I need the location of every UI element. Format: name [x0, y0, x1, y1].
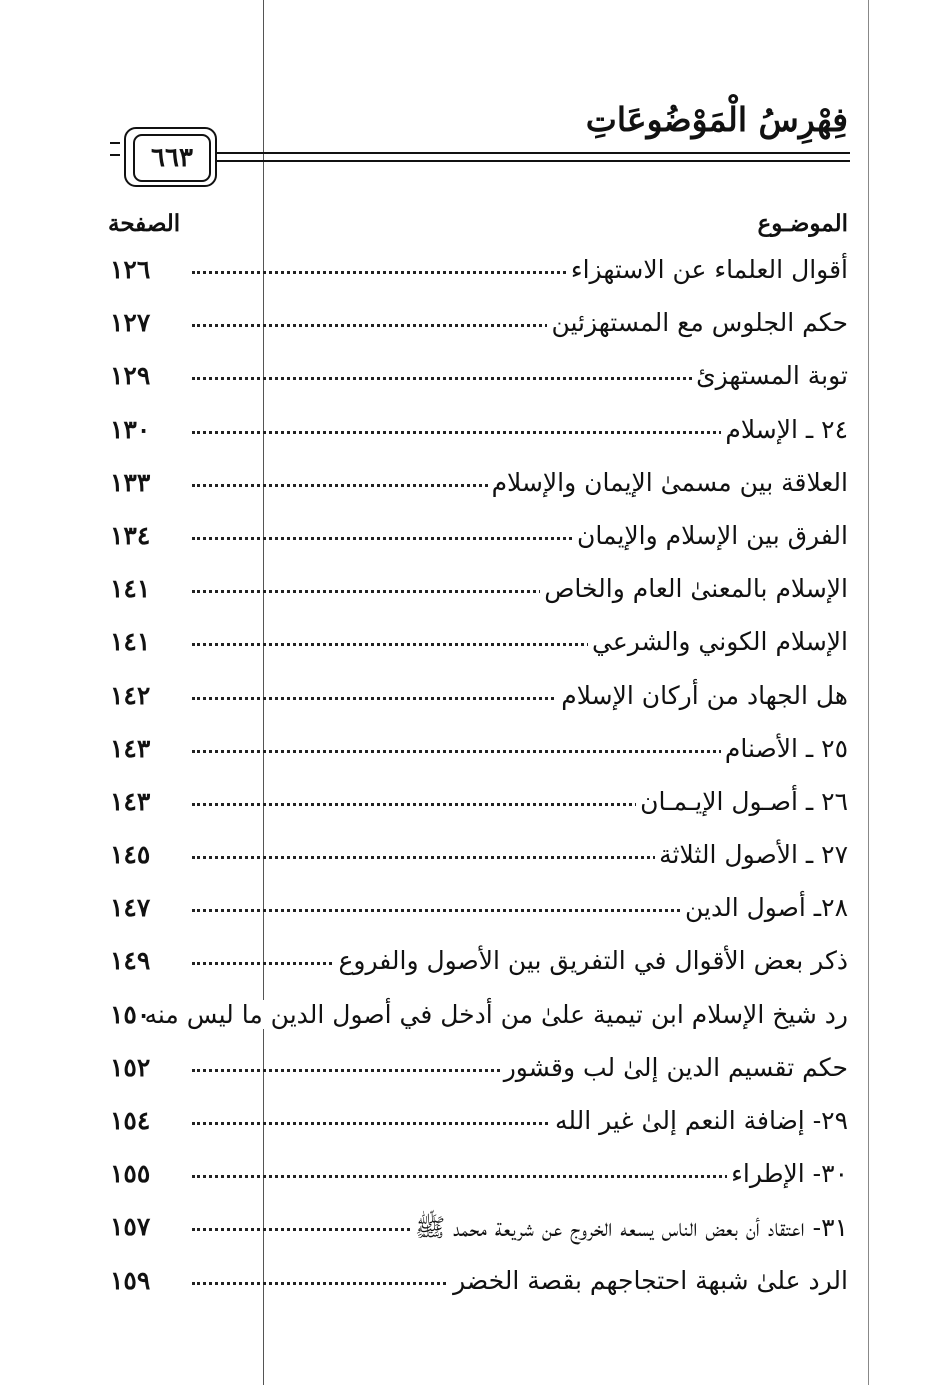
- toc-entry-title: الفرق بين الإسلام والإيمان: [573, 521, 848, 550]
- toc-entry-title: ٢٥ ـ الأصنام: [721, 734, 848, 763]
- toc-entry[interactable]: [0, 1098, 933, 1151]
- toc-entry-title: ٢٧ ـ الأصول الثلاثة: [655, 840, 848, 869]
- toc-entry[interactable]: [0, 247, 933, 300]
- toc-entry[interactable]: [0, 1258, 933, 1311]
- toc-entry-title: حكم تقسيم الدين إلىٰ لب وقشور: [500, 1053, 848, 1082]
- toc-entry[interactable]: [0, 885, 933, 938]
- column-header-page: الصفحة: [108, 210, 181, 237]
- toc-entry-page: ١٤١: [110, 627, 151, 657]
- toc-entry[interactable]: [0, 779, 933, 832]
- header-rule: [215, 160, 850, 162]
- toc-entry-title: توبة المستهزئ: [692, 361, 848, 390]
- toc-entry-page: ١٢٦: [110, 255, 151, 284]
- toc-entry-title: رد شيخ الإسلام ابن تيمية علىٰ من أدخل في أصول الدين ما ليس منه: [140, 1000, 848, 1029]
- toc-entry[interactable]: [0, 407, 933, 460]
- column-header-topic: الموضـوع: [757, 210, 848, 237]
- toc-entry[interactable]: [0, 938, 933, 991]
- toc-entry-title: الإسلام بالمعنىٰ العام والخاص: [540, 574, 848, 603]
- toc-entry-title: هل الجهاد من أركان الإسلام: [557, 681, 848, 710]
- toc-entry[interactable]: [0, 353, 933, 406]
- toc-entry[interactable]: [0, 460, 933, 513]
- toc-entry[interactable]: [0, 1204, 933, 1257]
- table-of-contents: [0, 247, 933, 1311]
- toc-entry[interactable]: [0, 832, 933, 885]
- toc-entry[interactable]: [0, 992, 933, 1045]
- page-number: ٦٦٣: [133, 134, 211, 182]
- toc-entry-page: ١٣٣: [110, 467, 151, 497]
- toc-entry[interactable]: [0, 513, 933, 566]
- toc-entry-title: ٢٩- إضافة النعم إلىٰ غير الله: [551, 1106, 848, 1135]
- toc-entry-page: ١٤٧: [110, 893, 151, 923]
- toc-entry-title: الإسلام الكوني والشرعي: [588, 627, 848, 656]
- toc-entry-title: العلاقة بين مسمىٰ الإيمان والإسلام: [488, 468, 848, 497]
- toc-entry[interactable]: [0, 619, 933, 672]
- toc-entry-title: حكم الجلوس مع المستهزئين: [547, 308, 848, 337]
- running-header-title: فِهْرِسُ الْمَوْضُوعَاتِ: [585, 100, 848, 139]
- ornament: [110, 142, 120, 156]
- toc-entry[interactable]: [0, 673, 933, 726]
- toc-entry-title: ٣٠- الإطراء: [727, 1159, 848, 1188]
- toc-entry-title: ذكر بعض الأقوال في التفريق بين الأصول والفروع: [334, 946, 848, 975]
- toc-entry-page: ١٢٧: [110, 308, 151, 338]
- toc-entry-page: ١٣٤: [110, 520, 151, 550]
- toc-entry-title: ٢٦ ـ أصـول الإيـمـان: [636, 787, 848, 816]
- toc-entry-page: ١٤٥: [110, 840, 151, 870]
- toc-entry-title: ٢٤ ـ الإسلام: [721, 415, 848, 444]
- toc-entry[interactable]: [0, 300, 933, 353]
- toc-entry-page: ١٣٠: [110, 414, 151, 444]
- toc-entry[interactable]: [0, 1151, 933, 1204]
- toc-entry[interactable]: [0, 566, 933, 619]
- toc-entry-page: ١٥٩: [110, 1265, 151, 1295]
- toc-entry-title: ٢٨ـ أصول الدين: [681, 893, 848, 922]
- toc-entry-title: الرد علىٰ شبهة احتجاجهم بقصة الخضر: [449, 1266, 848, 1295]
- toc-entry[interactable]: [0, 726, 933, 779]
- toc-entry-page: ١٢٩: [110, 361, 151, 391]
- toc-entry-page: ١٥٤: [110, 1106, 151, 1135]
- toc-entry-title: أقوال العلماء عن الاستهزاء: [567, 255, 848, 284]
- toc-entry-page: ١٥٥: [110, 1159, 151, 1189]
- toc-entry-page: ١٥٧: [110, 1212, 151, 1242]
- toc-entry-page: ١٤٢: [110, 680, 151, 710]
- toc-entry-page: ١٥٠: [110, 999, 151, 1029]
- toc-entry-page: ١٤٣: [110, 733, 151, 763]
- header-rule: [215, 152, 850, 154]
- toc-entry-page: ١٤١: [110, 574, 151, 604]
- toc-entry-page: ١٤٣: [110, 786, 151, 816]
- toc-entry-page: ١٥٢: [110, 1052, 151, 1082]
- toc-entry-page: ١٤٩: [110, 946, 151, 976]
- toc-entry-title: ٣١- اعتقاد أن بعض الناس يسعه الخروج عن شريعة محمد ﷺ: [411, 1212, 848, 1249]
- toc-entry[interactable]: [0, 1045, 933, 1098]
